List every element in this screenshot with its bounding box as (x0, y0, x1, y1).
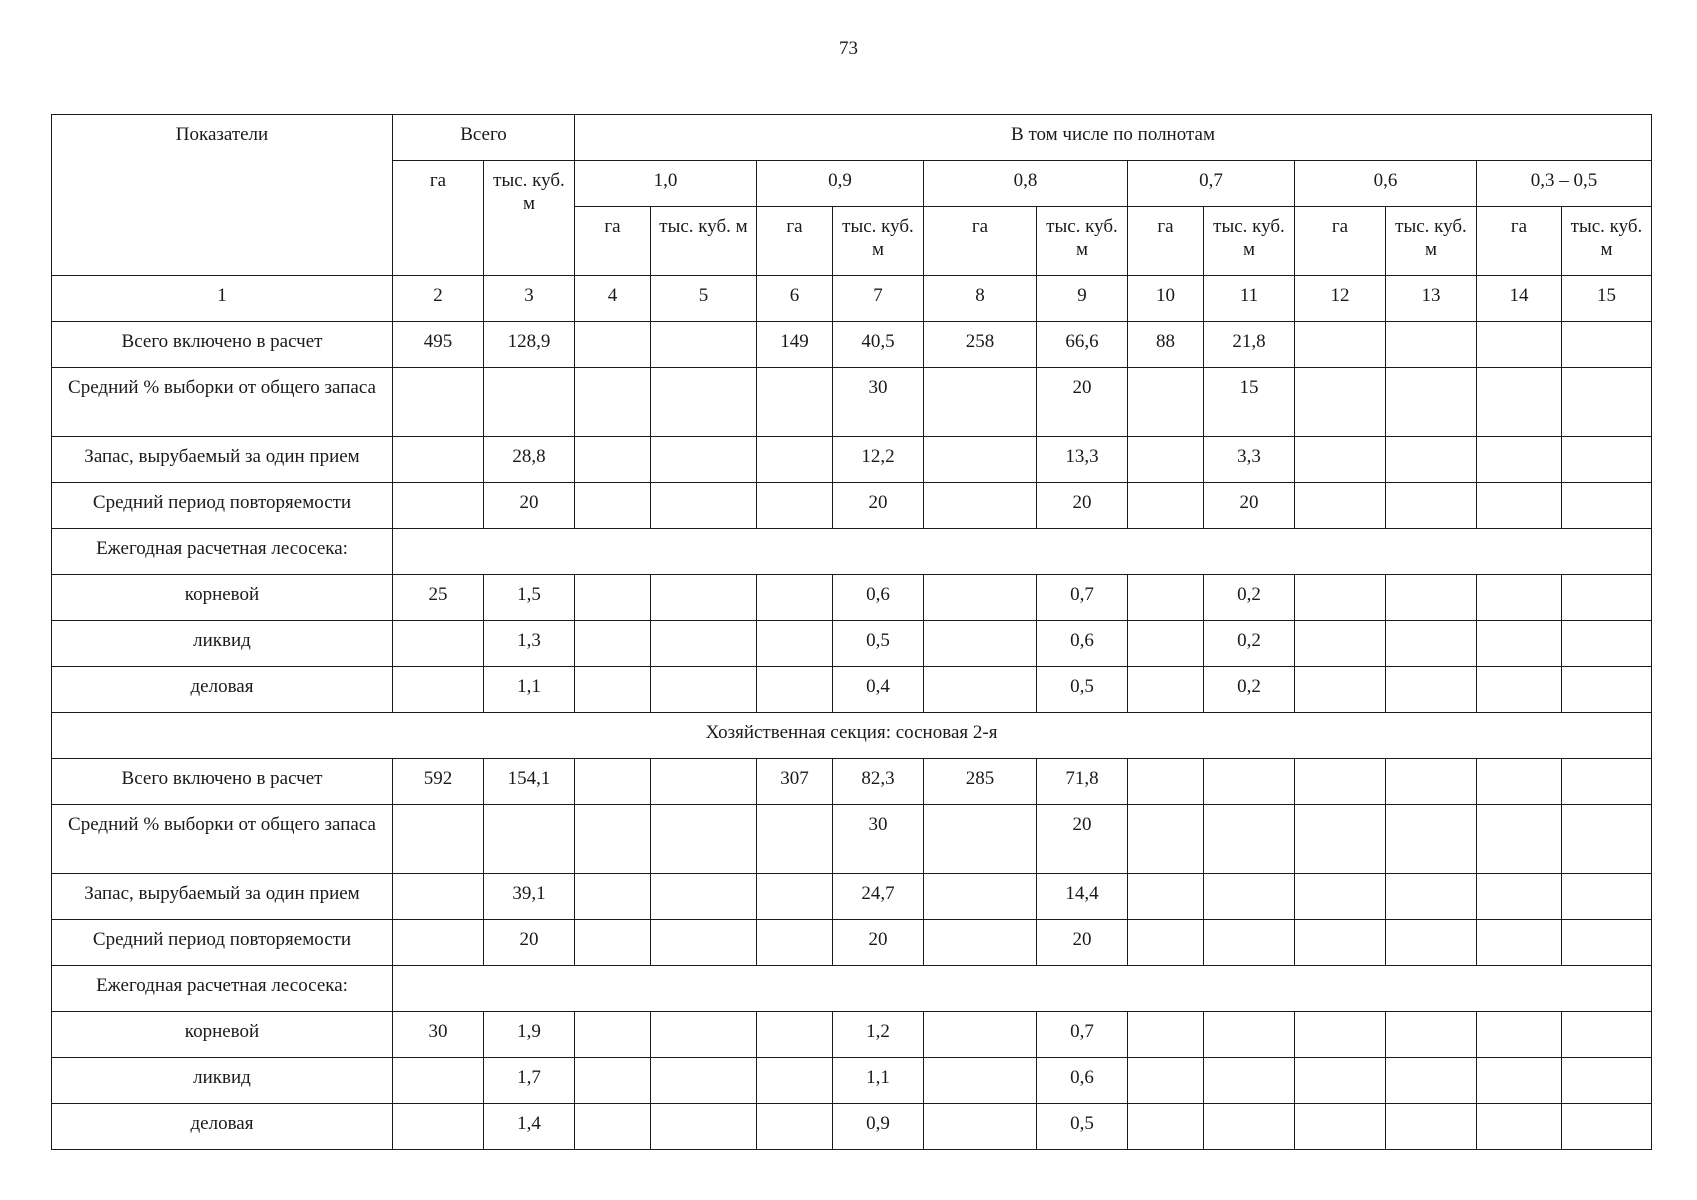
table-cell: 1,9 (484, 1012, 575, 1058)
table-cell (393, 1058, 484, 1104)
table-row (52, 1012, 1652, 1058)
table-cell: 30 (833, 805, 924, 874)
table-cell: 0,6 (1037, 1058, 1128, 1104)
table-cell (924, 575, 1037, 621)
header-unit-volume: тыс. куб. м (1204, 207, 1295, 276)
row-label: Всего включено в расчет (52, 322, 393, 368)
table-cell (651, 437, 757, 483)
header-unit-volume: тыс. куб. м (1037, 207, 1128, 276)
header-density: 0,7 (1128, 161, 1295, 207)
row-label: ликвид (52, 621, 393, 667)
table-cell (1386, 805, 1477, 874)
table-cell (924, 1058, 1037, 1104)
table-cell (757, 805, 833, 874)
header-density: 0,9 (757, 161, 924, 207)
table-row (52, 1058, 1652, 1104)
table-cell (1477, 368, 1562, 437)
header-by-density: В том числе по полнотам (575, 115, 1652, 161)
header-unit-ha: га (575, 207, 651, 276)
table-cell: 1,7 (484, 1058, 575, 1104)
row-label: деловая (52, 667, 393, 713)
table-cell: 20 (1037, 805, 1128, 874)
table-cell: 0,4 (833, 667, 924, 713)
table-cell (757, 1012, 833, 1058)
table-cell: 3,3 (1204, 437, 1295, 483)
header-unit-volume: тыс. куб. м (1562, 207, 1652, 276)
table-cell (1204, 759, 1295, 805)
table-cell (575, 667, 651, 713)
table-row (52, 322, 1652, 368)
column-number: 9 (1037, 276, 1128, 322)
table-cell (1477, 759, 1562, 805)
table-cell (1204, 1104, 1295, 1150)
header-unit-volume: тыс. куб. м (1386, 207, 1477, 276)
table-row (52, 1104, 1652, 1150)
annual-cut-empty (393, 966, 1652, 1012)
table-cell (651, 805, 757, 874)
table-cell (1295, 575, 1386, 621)
table-cell (1295, 621, 1386, 667)
table-cell (1204, 1058, 1295, 1104)
header-unit-ha: га (1295, 207, 1386, 276)
table-cell (1477, 1104, 1562, 1150)
table-cell: 0,2 (1204, 621, 1295, 667)
table-cell (1562, 1104, 1652, 1150)
table-cell (924, 437, 1037, 483)
annual-cut-empty (393, 529, 1652, 575)
column-number: 8 (924, 276, 1037, 322)
table-cell: 592 (393, 759, 484, 805)
table-cell: 0,6 (833, 575, 924, 621)
table-cell (575, 805, 651, 874)
header-density: 0,6 (1295, 161, 1477, 207)
table-cell (1562, 667, 1652, 713)
table-cell (1295, 322, 1386, 368)
table-cell (484, 368, 575, 437)
table-cell: 66,6 (1037, 322, 1128, 368)
table-cell (1562, 437, 1652, 483)
table-cell: 128,9 (484, 322, 575, 368)
table-cell: 0,9 (833, 1104, 924, 1150)
table-cell: 88 (1128, 322, 1204, 368)
table-cell (757, 483, 833, 529)
table-cell (1295, 368, 1386, 437)
table-cell (1562, 1058, 1652, 1104)
table-row (52, 874, 1652, 920)
row-label: Средний период повторяемости (52, 920, 393, 966)
header-unit-volume: тыс. куб. м (651, 207, 757, 276)
table-row (52, 759, 1652, 805)
table-cell (1477, 322, 1562, 368)
table-cell (1562, 874, 1652, 920)
row-label: корневой (52, 575, 393, 621)
table-cell (1128, 920, 1204, 966)
table-cell: 258 (924, 322, 1037, 368)
table-cell (651, 1058, 757, 1104)
table-cell (575, 1012, 651, 1058)
column-number: 15 (1562, 276, 1652, 322)
page-number: 73 (839, 38, 858, 59)
table-cell (651, 1012, 757, 1058)
table-cell (1295, 1058, 1386, 1104)
table-cell (924, 874, 1037, 920)
table-cell (1562, 920, 1652, 966)
table-cell (1295, 1104, 1386, 1150)
table-row (52, 437, 1652, 483)
table-cell: 13,3 (1037, 437, 1128, 483)
table-cell (1477, 483, 1562, 529)
annual-cut-row (52, 529, 1652, 575)
table-cell (1204, 805, 1295, 874)
table-cell (1386, 621, 1477, 667)
table-cell (1477, 920, 1562, 966)
table-cell (1562, 368, 1652, 437)
table-cell (1128, 368, 1204, 437)
table-cell (1295, 759, 1386, 805)
table-cell (393, 483, 484, 529)
table-cell (1477, 437, 1562, 483)
table-cell (1128, 437, 1204, 483)
row-label: Средний период повторяемости (52, 483, 393, 529)
table-row (52, 667, 1652, 713)
header-unit-ha: га (757, 207, 833, 276)
table-cell: 1,3 (484, 621, 575, 667)
table-cell: 154,1 (484, 759, 575, 805)
table-cell: 1,4 (484, 1104, 575, 1150)
table-cell (575, 437, 651, 483)
table-cell (651, 920, 757, 966)
table-cell (1295, 483, 1386, 529)
table-cell (924, 368, 1037, 437)
column-number: 10 (1128, 276, 1204, 322)
row-label: Средний % выборки от общего запаса (52, 805, 393, 874)
table-cell (651, 483, 757, 529)
table-cell (393, 667, 484, 713)
table-cell (1562, 575, 1652, 621)
table-cell (757, 368, 833, 437)
table-cell: 495 (393, 322, 484, 368)
table-cell (757, 920, 833, 966)
table-cell (393, 621, 484, 667)
table-cell (1386, 920, 1477, 966)
row-label: Запас, вырубаемый за один прием (52, 437, 393, 483)
table-cell: 307 (757, 759, 833, 805)
table-cell (393, 874, 484, 920)
column-number: 6 (757, 276, 833, 322)
table-cell: 82,3 (833, 759, 924, 805)
table-cell (651, 874, 757, 920)
table-cell: 20 (1204, 483, 1295, 529)
table-cell: 1,5 (484, 575, 575, 621)
table-cell: 12,2 (833, 437, 924, 483)
table-row (52, 621, 1652, 667)
table-row (52, 920, 1652, 966)
table-cell: 20 (833, 483, 924, 529)
table-cell: 0,5 (1037, 667, 1128, 713)
column-number: 2 (393, 276, 484, 322)
table-cell: 39,1 (484, 874, 575, 920)
table-cell (575, 483, 651, 529)
table-cell (757, 1058, 833, 1104)
table-cell: 0,7 (1037, 575, 1128, 621)
table-cell (1477, 805, 1562, 874)
table-cell (393, 368, 484, 437)
table-cell (1562, 483, 1652, 529)
table-row (52, 368, 1652, 437)
table-cell (1477, 667, 1562, 713)
column-number: 7 (833, 276, 924, 322)
table-cell (924, 805, 1037, 874)
table-cell (1128, 667, 1204, 713)
header-indicators: Показатели (52, 115, 393, 276)
column-number: 1 (52, 276, 393, 322)
table-cell: 1,1 (833, 1058, 924, 1104)
table-cell (757, 621, 833, 667)
table-cell: 14,4 (1037, 874, 1128, 920)
table-cell (1128, 1012, 1204, 1058)
table-cell: 149 (757, 322, 833, 368)
table-cell (924, 1012, 1037, 1058)
table-cell (1562, 621, 1652, 667)
table-cell (1128, 1058, 1204, 1104)
table-cell (393, 1104, 484, 1150)
table-cell (651, 368, 757, 437)
table-cell (1295, 920, 1386, 966)
section-title: Хозяйственная секция: сосновая 2-я (52, 713, 1652, 759)
table-cell: 20 (484, 483, 575, 529)
column-number: 5 (651, 276, 757, 322)
table-cell (757, 437, 833, 483)
table-cell (1386, 437, 1477, 483)
table-cell (1128, 483, 1204, 529)
table-cell (484, 805, 575, 874)
table-row (52, 483, 1652, 529)
table-cell (1477, 621, 1562, 667)
table-cell (651, 667, 757, 713)
table-cell (757, 874, 833, 920)
table-cell: 28,8 (484, 437, 575, 483)
table-cell (1128, 621, 1204, 667)
column-number: 4 (575, 276, 651, 322)
column-number: 14 (1477, 276, 1562, 322)
table-cell: 71,8 (1037, 759, 1128, 805)
table-row (52, 575, 1652, 621)
row-label: корневой (52, 1012, 393, 1058)
table-cell (1204, 874, 1295, 920)
row-label: деловая (52, 1104, 393, 1150)
header-unit-ha: га (924, 207, 1037, 276)
table-cell (1128, 1104, 1204, 1150)
table-cell (1386, 1012, 1477, 1058)
table-cell (1204, 1012, 1295, 1058)
table-cell (1295, 667, 1386, 713)
table-cell (1295, 1012, 1386, 1058)
table-cell (924, 483, 1037, 529)
table-cell (1295, 437, 1386, 483)
table-cell: 0,2 (1204, 575, 1295, 621)
table-cell: 20 (1037, 920, 1128, 966)
table-cell (575, 874, 651, 920)
allowable-cut-table (51, 114, 1652, 1150)
table-cell (575, 322, 651, 368)
table-cell (757, 1104, 833, 1150)
table-cell: 15 (1204, 368, 1295, 437)
table-cell (924, 667, 1037, 713)
header-total: Всего (393, 115, 575, 161)
header-total-ha: га (393, 161, 484, 276)
table-cell (1477, 1058, 1562, 1104)
table-cell: 20 (833, 920, 924, 966)
table-cell: 0,7 (1037, 1012, 1128, 1058)
table-cell: 0,5 (1037, 1104, 1128, 1150)
table-cell (651, 322, 757, 368)
section-row (52, 713, 1652, 759)
header-total-volume: тыс. куб. м (484, 161, 575, 276)
table-cell (1128, 575, 1204, 621)
table-cell (757, 667, 833, 713)
table-cell (575, 368, 651, 437)
table-cell: 20 (1037, 368, 1128, 437)
header-density: 1,0 (575, 161, 757, 207)
table-cell (757, 575, 833, 621)
table-cell (575, 575, 651, 621)
table-cell: 0,6 (1037, 621, 1128, 667)
table-cell: 0,5 (833, 621, 924, 667)
table-cell: 40,5 (833, 322, 924, 368)
table-cell (1386, 483, 1477, 529)
table-cell (651, 621, 757, 667)
row-label: Всего включено в расчет (52, 759, 393, 805)
table-cell (575, 759, 651, 805)
row-label: ликвид (52, 1058, 393, 1104)
table-cell: 20 (484, 920, 575, 966)
table-cell: 24,7 (833, 874, 924, 920)
table-cell (1477, 1012, 1562, 1058)
header-density: 0,8 (924, 161, 1128, 207)
table-cell (1386, 874, 1477, 920)
table-cell (1295, 805, 1386, 874)
table-cell (1386, 1104, 1477, 1150)
column-number: 11 (1204, 276, 1295, 322)
table-cell: 30 (833, 368, 924, 437)
table-cell: 30 (393, 1012, 484, 1058)
header-unit-ha: га (1477, 207, 1562, 276)
table-cell (1386, 759, 1477, 805)
table-cell (575, 920, 651, 966)
table-cell (1562, 1012, 1652, 1058)
table-cell (1477, 874, 1562, 920)
table-cell (1386, 575, 1477, 621)
table-cell (1128, 759, 1204, 805)
table-cell (924, 621, 1037, 667)
table-cell: 21,8 (1204, 322, 1295, 368)
table-cell (924, 1104, 1037, 1150)
table-cell (651, 575, 757, 621)
table-cell (1562, 805, 1652, 874)
column-number: 3 (484, 276, 575, 322)
table-cell (924, 920, 1037, 966)
table-cell: 285 (924, 759, 1037, 805)
column-number: 13 (1386, 276, 1477, 322)
table-cell: 1,1 (484, 667, 575, 713)
header-unit-volume: тыс. куб. м (833, 207, 924, 276)
table-cell (575, 1104, 651, 1150)
annual-cut-label: Ежегодная расчетная лесосека: (52, 966, 393, 1012)
table-cell (393, 920, 484, 966)
table-row (52, 805, 1652, 874)
table-cell: 1,2 (833, 1012, 924, 1058)
table-cell (1477, 575, 1562, 621)
table-cell: 20 (1037, 483, 1128, 529)
header-density: 0,3 – 0,5 (1477, 161, 1652, 207)
table-cell (393, 805, 484, 874)
annual-cut-row (52, 966, 1652, 1012)
annual-cut-label: Ежегодная расчетная лесосека: (52, 529, 393, 575)
column-number: 12 (1295, 276, 1386, 322)
table-cell (651, 1104, 757, 1150)
table-cell (575, 621, 651, 667)
table-cell (651, 759, 757, 805)
table-cell (1386, 667, 1477, 713)
table-cell (1562, 759, 1652, 805)
table-cell (1562, 322, 1652, 368)
table-cell (1128, 805, 1204, 874)
table-cell (1386, 368, 1477, 437)
table-cell (1204, 920, 1295, 966)
table-cell (575, 1058, 651, 1104)
table-cell (393, 437, 484, 483)
table-cell (1295, 874, 1386, 920)
header-unit-ha: га (1128, 207, 1204, 276)
table-cell: 0,2 (1204, 667, 1295, 713)
table-cell (1386, 1058, 1477, 1104)
table-cell: 25 (393, 575, 484, 621)
row-label: Средний % выборки от общего запаса (52, 368, 393, 437)
row-label: Запас, вырубаемый за один прием (52, 874, 393, 920)
table-cell (1386, 322, 1477, 368)
table-cell (1128, 874, 1204, 920)
